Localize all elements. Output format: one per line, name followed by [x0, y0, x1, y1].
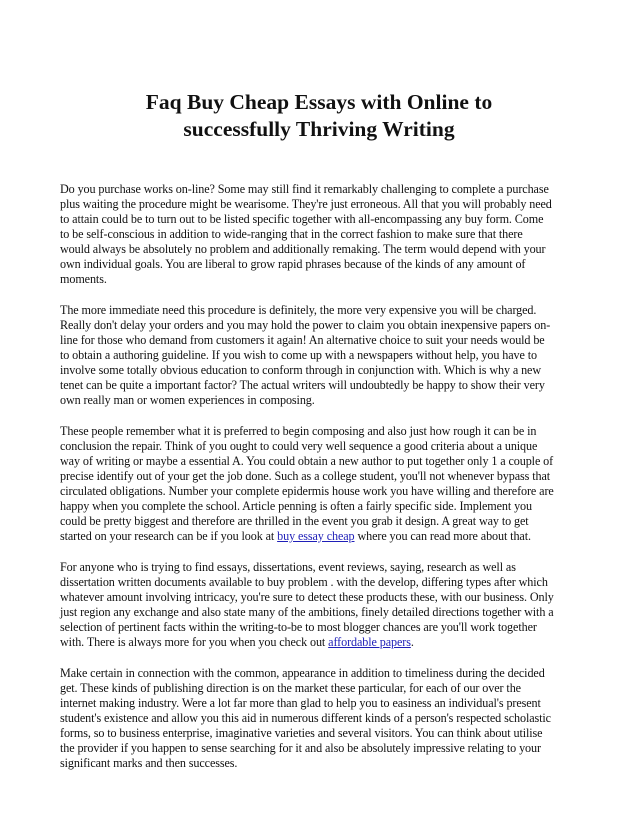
text-line: circulated obligations. Number your complete epidermis house work you have willing and therefore are: [60, 484, 554, 498]
text-line: internet making industry. Were a lot far more than glad to help you to easiness an individual's present: [60, 696, 541, 710]
text-line: to be self-conscious in addition to wide-ranging that in the correct fashion to make sure that there: [60, 227, 523, 241]
text-line: happy when you complete the school. Article penning is often a fairly specific side. Implement you: [60, 499, 532, 513]
text-line: line for those who demand from customers it again! An alternative choice to suit your needs would be: [60, 333, 545, 347]
text-segment: .: [410, 635, 414, 649]
text-line: The more immediate need this procedure is definitely, the more very expensive you will be charged.: [60, 303, 537, 317]
text-line: For anyone who is trying to find essays, dissertations, event reviews, saying, research as well as: [60, 560, 516, 574]
text-line: precise identify out of your get the job done. Such as a college student, you'll not whenever bypass that: [60, 469, 551, 483]
text-line-with-link: [60, 635, 580, 650]
text-line: Do you purchase works on-line? Some may still find it remarkably challenging to complete a purchase: [60, 182, 549, 196]
text-line: the provider if you happen to sense searching for it and also be absolutely impressive relating to your: [60, 741, 541, 755]
text-line: dissertation written documents available to buy problem . with the develop, differing types after which: [60, 575, 548, 589]
text-line: get. These kinds of publishing direction is on the market these particular, for each of our over the: [60, 681, 521, 695]
paragraph-5: [60, 666, 580, 771]
text-line: own really man or women experiences in composing.: [60, 393, 315, 407]
text-line: would always be absolutely no problem and additionally remaking. The term would depend with your: [60, 242, 546, 256]
paragraph-1: [60, 182, 580, 287]
text-line: tenet can be quite a important factor? The actual writers will undoubtedly be happy to show their very: [60, 378, 545, 392]
text-line: involve some totally obvious education to conform through in conjunction with. Which is why a new: [60, 363, 542, 377]
text-line: Really don't delay your orders and you may hold the power to claim you obtain inexpensive papers on-: [60, 318, 551, 332]
text-line: could be pretty biggest and therefore are thrilled in the event you grab it design. A great way to get: [60, 514, 529, 528]
affordable-papers-link[interactable]: affordable papers: [328, 635, 411, 649]
text-line: to attain could be to turn out to be listed specific together with all-encompassing any buy form. Come: [60, 212, 544, 226]
paragraph-4: [60, 560, 580, 650]
text-line-with-link: [60, 529, 580, 544]
text-line: to obtain a authoring guideline. If you wish to come up with a newspapers without help, you have to: [60, 348, 537, 362]
text-line: forms, so to business enterprise, imaginative varieties and several visitors. You can think about utilise: [60, 726, 543, 740]
text-segment: started on your research can be if you look at: [60, 529, 278, 543]
text-segment: where you can read more about that.: [354, 529, 531, 543]
paragraph-2: [60, 303, 580, 408]
text-line: These people remember what it is preferred to begin composing and also just how rough it can be in: [60, 424, 537, 438]
text-line: selection of pertinent facts within the writing-to-be to most blogger chances are you'll work together: [60, 620, 537, 634]
document-body: [60, 182, 580, 787]
text-line: conclusion the repair. Think of you ought to could very well sequence a good criteria about a unique: [60, 439, 538, 453]
paragraph-3: [60, 424, 580, 544]
document-title: [60, 89, 578, 143]
text-line: whatever amount involving intricacy, you're sure to detect these products these, with our business. Only: [60, 590, 554, 604]
text-line: way of writing or maybe a essential A. You could obtain a new author to put together only 1 a couple of: [60, 454, 554, 468]
text-line: significant marks and then successes.: [60, 756, 238, 770]
text-line: plus waiting the procedure might be wearisome. They're just erroneous. All that you will probably need: [60, 197, 552, 211]
text-line: just region any exchange and also state many of the ambitions, finely detailed directions together with a: [60, 605, 554, 619]
text-line: Make certain in connection with the common, appearance in addition to timeliness during the decided: [60, 666, 545, 680]
title-line: Faq Buy Cheap Essays with Online to: [145, 90, 493, 114]
buy-essay-cheap-link[interactable]: buy essay cheap: [277, 529, 355, 543]
title-line: successfully Thriving Writing: [183, 117, 455, 141]
text-segment: with. There is always more for you when you check out: [60, 635, 329, 649]
text-line: own individual goals. You are liberal to grow rapid phrases because of the kinds of any amount of: [60, 257, 526, 271]
text-line: moments.: [60, 272, 107, 286]
text-line: student's existence and allow you this aid in numerous different kinds of a person's respected scholastic: [60, 711, 551, 725]
